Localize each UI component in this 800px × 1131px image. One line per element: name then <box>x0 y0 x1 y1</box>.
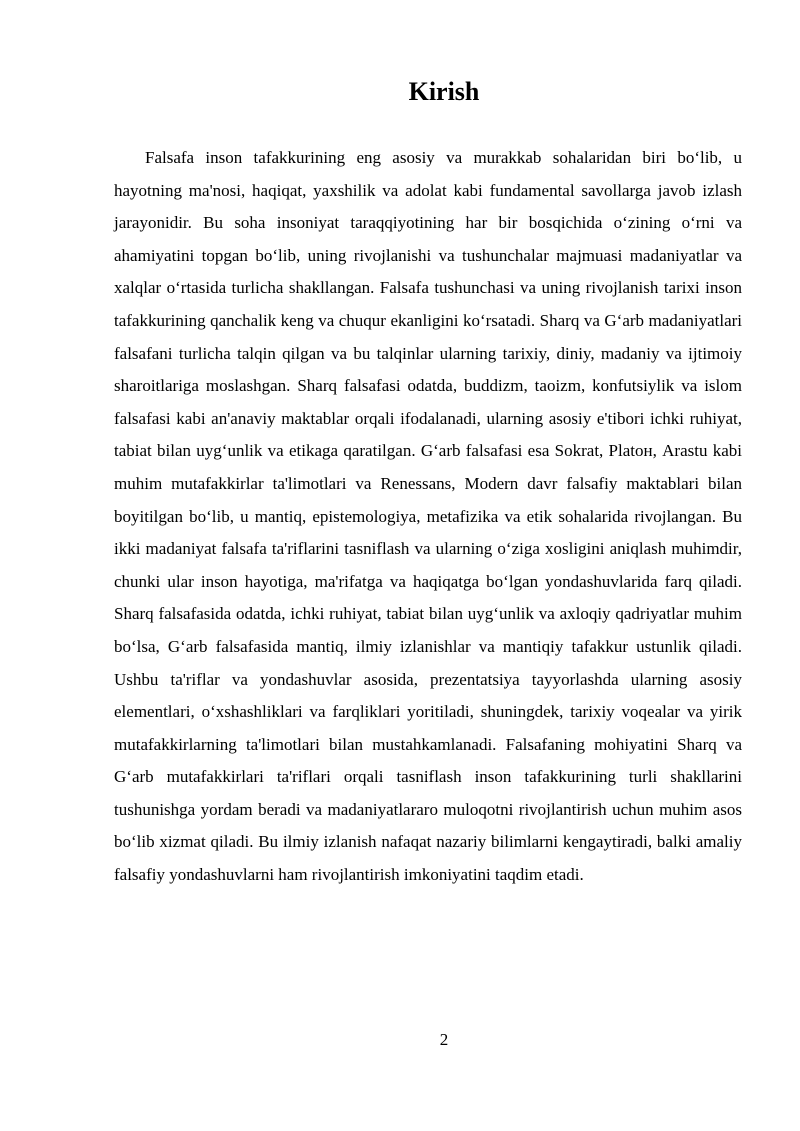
page-title: Kirish <box>408 77 480 106</box>
page-number: 2 <box>439 1030 449 1049</box>
body-paragraph: Falsafa inson tafakkurining eng asosiy va murakkab sohalaridan biri bo‘lib, u hayotning ma'nosi, haqiqat, yaxshilik va adolat kabi fundamental savollarga javob izlash jarayonidir. Bu soha insoniyat taraqqiyotining har bir bosqichida o‘zining o‘rni va ahamiyatini topgan bo‘lib, uning rivojlanishi va tushunchalar majmuasi madaniyatlar va xalqlar o‘rtasida turlicha shakllangan. Falsafa tushunchasi va uning rivojlanish tarixi inson tafakkurining qanchalik keng va chuqur ekanligini ko‘rsatadi. Sharq va G‘arb madaniyatlari falsafani turlicha talqin qilgan va bu talqinlar ularning tarixiy, diniy, madaniy va ijtimoiy sharoitlariga moslashgan. Sharq falsafasi odatda, buddizm, taoizm, konfutsiylik va islom falsafasi kabi an'anaviy maktablar orqali ifodalanadi, ularning asosiy e'tibori ichki ruhiyat, tabiat bilan uyg‘unlik va etikaga qaratilgan. G‘arb falsafasi esa Sokrat, Platoн, Arastu kabi muhim mutafakkirlar ta'limotlari va Renessans, Modern davr falsafiy maktablari bilan boyitilgan bo‘lib, u mantiq, epistemologiya, metafizika va etik sohalarida rivojlangan. Bu ikki madaniyat falsafa ta'riflarini tasniflash va ularning o‘ziga xosligini aniqlash muhimdir, chunki ular inson hayotiga, ma'rifatga va haqiqatga bo‘lgan yondashuvlarida farq qiladi. Sharq falsafasida odatda, ichki ruhiyat, tabiat bilan uyg‘unlik va axloqiy qadriyatlar muhim bo‘lsa, G‘arb falsafasida mantiq, ilmiy izlanishlar va mantiqiy tafakkur ustunlik qiladi. Ushbu ta'riflar va yondashuvlar asosida, prezentatsiya tayyorlashda ularning asosiy elementlari, o‘xshashliklari va farqliklari yoritiladi, shuningdek, tarixiy voqealar va yirik mutafakkirlarning ta'limotlari bilan mustahkamlanadi. Falsafaning mohiyatini Sharq va G‘arb mutafakkirlari ta'riflari orqali tasniflash inson tafakkurining turli shakllarini tushunishga yordam beradi va madaniyatlararo muloqotni rivojlantirish uchun muhim asos bo‘lib xizmat qiladi. Bu ilmiy izlanish nafaqat nazariy bilimlarni kengaytiradi, balki amaliy falsafiy yondashuvlarni ham rivojlantirish imkoniyatini taqdim etadi. <box>114 148 742 885</box>
